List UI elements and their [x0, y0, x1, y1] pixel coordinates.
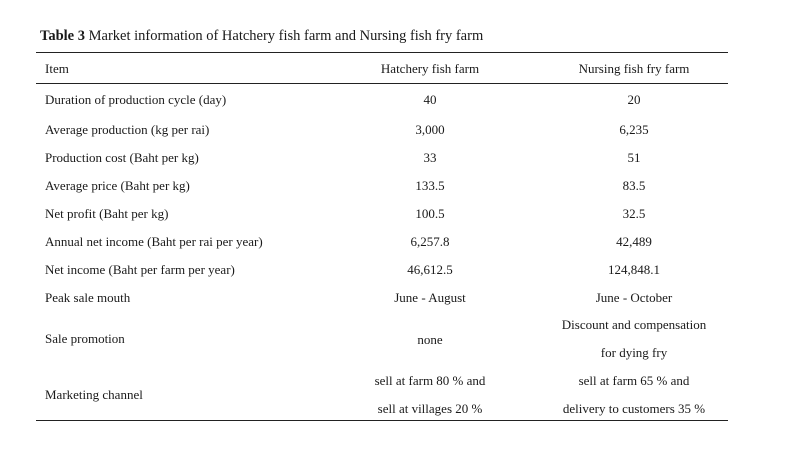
row-hatchery-value: 6,257.8	[410, 234, 450, 249]
row-hatchery-value: 33	[423, 150, 437, 165]
row-hatchery-value-line2: sell at villages 20 %	[377, 401, 483, 416]
row-nursing-value: 20	[627, 92, 641, 107]
row-item: Net profit (Baht per kg)	[45, 206, 169, 221]
row-hatchery-value-line1: sell at farm 80 % and	[374, 373, 486, 388]
row-nursing-value: June - October	[595, 290, 673, 305]
row-hatchery-value: 40	[423, 92, 437, 107]
table-caption-label: Table 3	[40, 28, 85, 44]
table-top-rule	[36, 52, 728, 53]
row-hatchery-value: 3,000	[415, 122, 445, 137]
table-caption	[40, 28, 483, 45]
row-nursing-value: 32.5	[622, 206, 646, 221]
header-item: Item	[45, 61, 69, 76]
row-nursing-value-line2: for dying fry	[600, 345, 668, 360]
row-hatchery-value: 100.5	[415, 206, 445, 221]
row-item: Duration of production cycle (day)	[45, 92, 227, 107]
row-item: Production cost (Baht per kg)	[45, 150, 199, 165]
row-item: Marketing channel	[45, 387, 143, 402]
row-nursing-value: 6,235	[619, 122, 649, 137]
header-nursing: Nursing fish fry farm	[578, 61, 690, 76]
table-bottom-rule	[36, 420, 728, 421]
row-item: Annual net income (Baht per rai per year)	[45, 234, 263, 249]
row-item: Average price (Baht per kg)	[45, 178, 190, 193]
row-item: Net income (Baht per farm per year)	[45, 262, 235, 277]
row-item: Sale promotion	[45, 331, 125, 346]
row-nursing-value: 83.5	[622, 178, 646, 193]
row-nursing-value-line1: Discount and compensation	[561, 317, 707, 332]
row-item: Peak sale mouth	[45, 290, 131, 305]
row-nursing-value: 42,489	[616, 234, 652, 249]
row-nursing-value: 51	[627, 150, 641, 165]
row-nursing-value: 124,848.1	[608, 262, 660, 277]
table-header-rule	[36, 83, 728, 84]
row-hatchery-value: June - August	[394, 290, 466, 305]
row-item: Average production (kg per rai)	[45, 122, 210, 137]
table-caption-text: Market information of Hatchery fish farm and Nursing fish fry farm	[85, 28, 484, 44]
row-hatchery-value: none	[417, 332, 443, 347]
row-nursing-value-line2: delivery to customers 35 %	[562, 401, 706, 416]
row-nursing-value-line1: sell at farm 65 % and	[578, 373, 690, 388]
row-hatchery-value: 46,612.5	[407, 262, 453, 277]
header-hatchery: Hatchery fish farm	[380, 61, 480, 76]
row-hatchery-value: 133.5	[415, 178, 445, 193]
